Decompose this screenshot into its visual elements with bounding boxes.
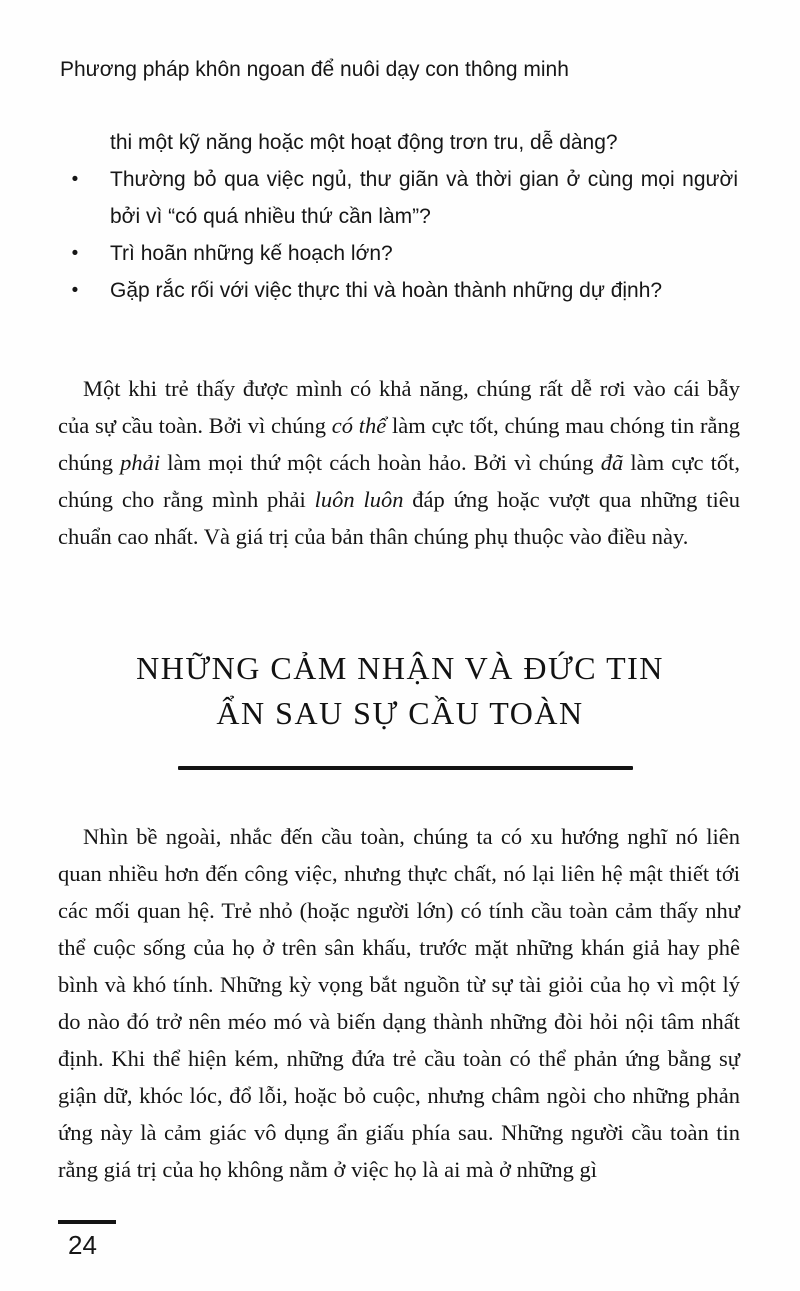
- bullet-icon: •: [71, 280, 79, 301]
- section-heading: [0, 646, 800, 736]
- paragraph-intro: Một khi trẻ thấy được mình có khả năng, chúng rất dễ rơi vào cái bẫy của sự cầu toàn. Bởi vì chúng có thể làm cực tốt, chúng mau chóng tin rằng chúng phải làm mọi thứ một cách hoàn hảo. Bởi vì chúng đã làm cực tốt, chúng cho rằng mình phải luôn luôn đáp ứng hoặc vượt qua những tiêu chuẩn cao nhất. Và giá trị của bản thân chúng phụ thuộc vào điều này.: [58, 376, 740, 549]
- bullet-icon: •: [71, 243, 79, 264]
- list-item: [71, 272, 738, 309]
- list-item-text: thi một kỹ năng hoặc một hoạt động trơn tru, dễ dàng?: [110, 131, 618, 154]
- bullet-icon: •: [71, 169, 79, 190]
- list-item-text: Gặp rắc rối với việc thực thi và hoàn thành những dự định?: [110, 279, 663, 302]
- list-item-continuation: [110, 124, 738, 161]
- list-item: [71, 235, 738, 272]
- running-header: Phương pháp khôn ngoan để nuôi dạy con thông minh: [60, 58, 569, 81]
- list-item-text: Thường bỏ qua việc ngủ, thư giãn và thời gian ở cùng mọi người bởi vì “có quá nhiều thứ cần làm”?: [110, 168, 738, 228]
- page-number: 24: [68, 1230, 97, 1260]
- section-heading-line1: NHỮNG CẢM NHẬN VÀ ĐỨC TIN: [136, 650, 664, 686]
- paragraph-body: Nhìn bề ngoài, nhắc đến cầu toàn, chúng ta có xu hướng nghĩ nó liên quan nhiều hơn đến công việc, nhưng thực chất, nó lại liên hệ mật thiết tới các mối quan hệ. Trẻ nhỏ (hoặc người lớn) có tính cầu toàn cảm thấy như thể cuộc sống của họ ở trên sân khấu, trước mặt những khán giả hay phê bình và khó tính. Những kỳ vọng bắt nguồn từ sự tài giỏi của họ vì một lý do nào đó trở nên méo mó và biến dạng thành những đòi hỏi nội tâm nhất định. Khi thể hiện kém, những đứa trẻ cầu toàn có thể phản ứng bằng sự giận dữ, khóc lóc, đổ lỗi, hoặc bỏ cuộc, nhưng châm ngòi cho những phản ứng này là cảm giác vô dụng ẩn giấu phía sau. Những người cầu toàn tin rằng giá trị của họ không nằm ở việc họ là ai mà ở những gì: [58, 824, 740, 1182]
- list-item: [71, 161, 738, 235]
- section-heading-line2: ẨN SAU SỰ CẦU TOÀN: [216, 695, 584, 731]
- list-item-text: Trì hoãn những kế hoạch lớn?: [110, 242, 393, 265]
- bullet-checklist: [71, 124, 738, 309]
- heading-rule-divider: [178, 766, 633, 770]
- footer-rule-divider: [58, 1220, 116, 1224]
